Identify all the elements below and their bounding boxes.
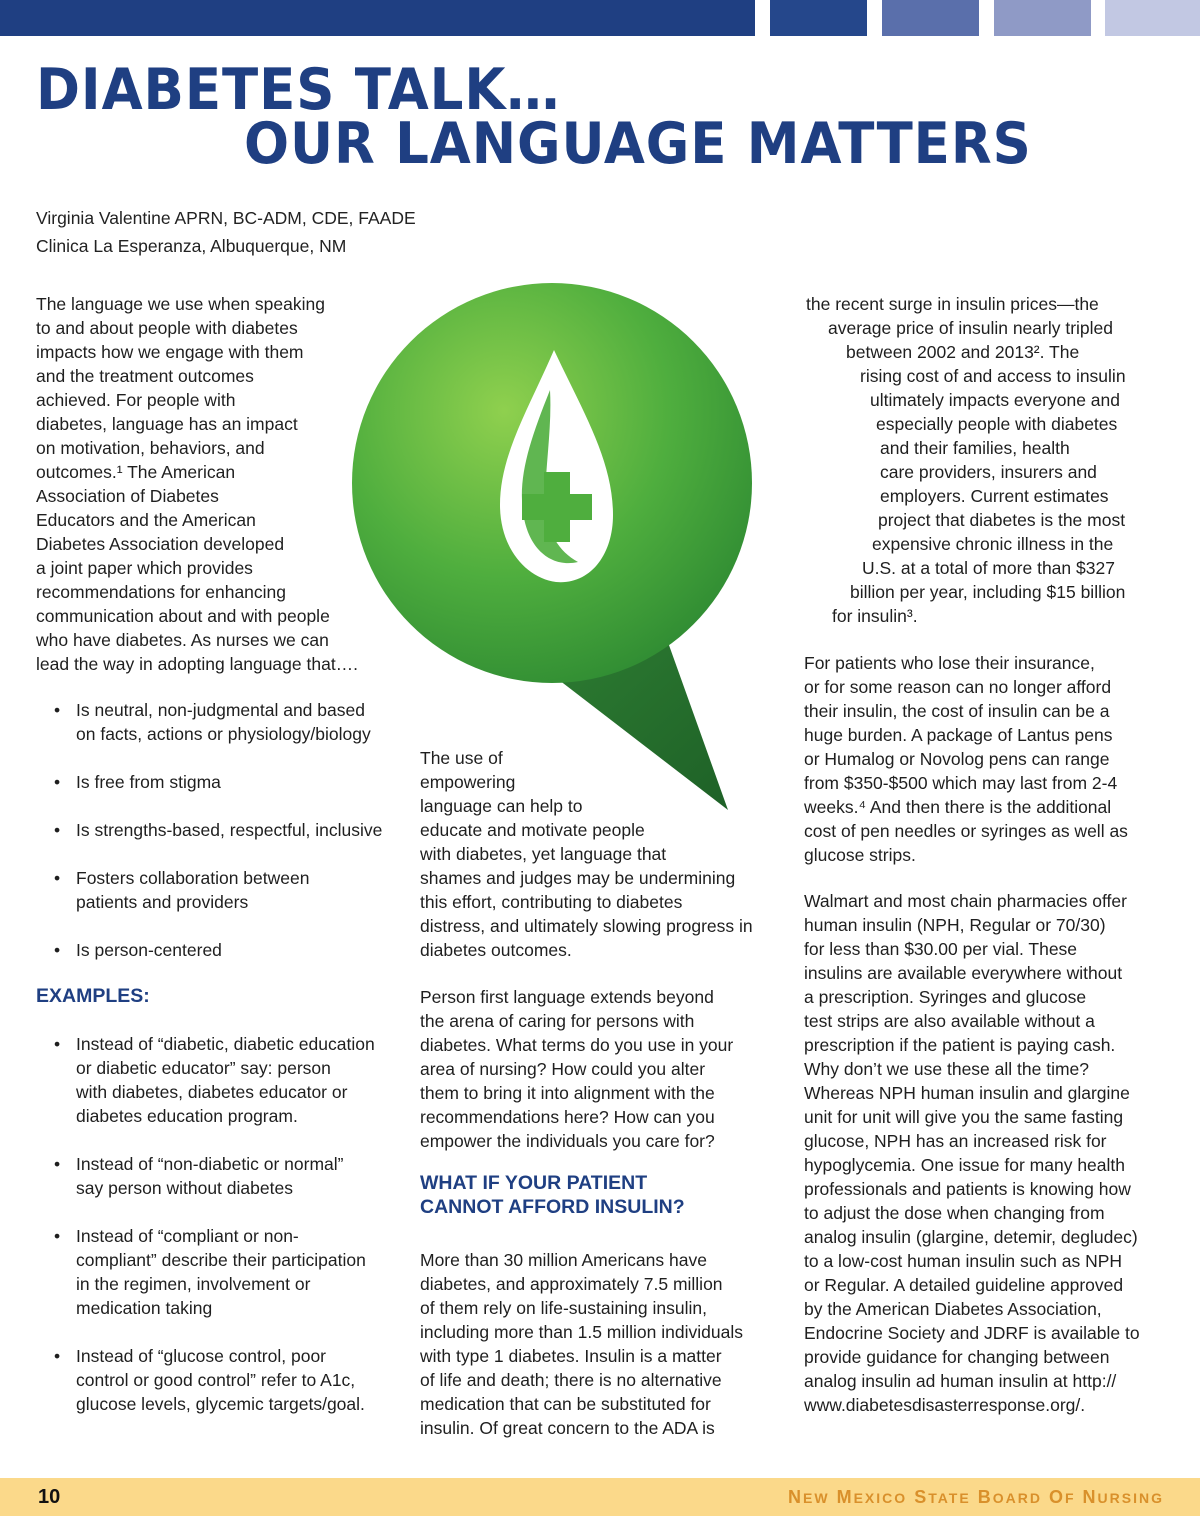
- intro-line: and the treatment outcomes: [36, 366, 254, 386]
- intro-line: outcomes.¹ The American: [36, 462, 236, 482]
- text-line: human insulin (NPH, Regular or 70/30): [804, 915, 1106, 935]
- intro-line: achieved. For people with: [36, 390, 236, 410]
- right-paragraph-3: [804, 889, 1140, 1417]
- header-bar-block-4: [1105, 0, 1200, 36]
- list-item: • Is person-centered: [54, 940, 222, 960]
- text-line: their insulin, the cost of insulin can be a: [804, 701, 1110, 721]
- text-line: educate and motivate people: [420, 820, 645, 840]
- article-title-line-2: OUR LANGUAGE MATTERS: [244, 111, 1032, 177]
- list-item: • Instead of “non-diabetic or normal” say person without diabetes: [54, 1154, 344, 1198]
- text-line: a prescription. Syringes and glucose: [804, 987, 1087, 1007]
- language-bullet-list: [54, 698, 382, 986]
- text-line: unit for unit will give you the same fasting: [804, 1107, 1124, 1127]
- header-bar-main: [0, 0, 755, 36]
- text-line: diabetes, and approximately 7.5 million: [420, 1274, 723, 1294]
- text-line: project that diabetes is the most: [878, 510, 1126, 530]
- author-byline: Virginia Valentine APRN, BC-ADM, CDE, FAADE: [36, 208, 416, 228]
- right-paragraph-1: [0, 292, 1200, 628]
- text-line: insulins are available everywhere without: [804, 963, 1123, 983]
- text-line: professionals and patients is knowing how: [804, 1179, 1131, 1199]
- text-line: hypoglycemia. One issue for many health: [804, 1155, 1125, 1175]
- list-item: • Is free from stigma: [54, 772, 221, 792]
- text-line: the arena of caring for persons with: [420, 1011, 695, 1031]
- text-line: Why don’t we use these all the time?: [804, 1059, 1090, 1079]
- header-bar-block-1: [770, 0, 867, 36]
- text-line: The use of: [420, 748, 503, 768]
- intro-line: to and about people with diabetes: [36, 318, 298, 338]
- text-line: For patients who lose their insurance,: [804, 653, 1095, 673]
- right-paragraph-2: [804, 651, 1128, 867]
- text-line: shames and judges may be undermining: [420, 868, 736, 888]
- text-line: empower the individuals you care for?: [420, 1131, 715, 1151]
- text-line: empowering: [420, 772, 516, 792]
- text-line: average price of insulin nearly tripled: [828, 318, 1114, 338]
- text-line: More than 30 million Americans have: [420, 1250, 707, 1270]
- text-line: area of nursing? How could you alter: [420, 1059, 706, 1079]
- text-line: between 2002 and 2013². The: [846, 342, 1080, 362]
- text-line: to a low-cost human insulin such as NPH: [804, 1251, 1123, 1271]
- examples-heading: EXAMPLES:: [36, 985, 150, 1007]
- text-line: including more than 1.5 million individuals: [420, 1322, 743, 1342]
- text-line: insulin. Of great concern to the ADA is: [420, 1418, 715, 1438]
- list-item: • Instead of “diabetic, diabetic education or diabetic educator” say: person with diabetes, diabetes educator or diabetes education program.: [54, 1034, 375, 1126]
- page-footer: [0, 1478, 1200, 1516]
- text-line: www.diabetesdisasterresponse.org/.: [804, 1395, 1086, 1415]
- text-line: by the American Diabetes Association,: [804, 1299, 1102, 1319]
- article-title-line-1: DIABETES TALK…: [36, 57, 561, 123]
- mid-paragraph-1: [420, 746, 753, 962]
- intro-line: recommendations for enhancing: [36, 582, 287, 602]
- list-item: • Is strengths-based, respectful, inclusive: [54, 820, 383, 840]
- text-line: expensive chronic illness in the: [872, 534, 1114, 554]
- text-line: or Humalog or Novolog pens can range: [804, 749, 1110, 769]
- text-line: weeks.⁴ And then there is the additional: [804, 797, 1112, 817]
- text-line: language can help to: [420, 796, 583, 816]
- text-line: care providers, insurers and: [880, 462, 1097, 482]
- text-line: especially people with diabetes: [876, 414, 1118, 434]
- intro-line: The language we use when speaking: [36, 294, 325, 314]
- text-line: rising cost of and access to insulin: [860, 366, 1126, 386]
- text-line: for less than $30.00 per vial. These: [804, 939, 1078, 959]
- text-line: glucose strips.: [804, 845, 916, 865]
- intro-line: who have diabetes. As nurses we can: [36, 630, 329, 650]
- text-line: provide guidance for changing between: [804, 1347, 1110, 1367]
- text-line: distress, and ultimately slowing progress in: [420, 916, 753, 936]
- text-line: Person first language extends beyond: [420, 987, 714, 1007]
- text-line: them to bring it into alignment with the: [420, 1083, 715, 1103]
- text-line: to adjust the dose when changing from: [804, 1203, 1105, 1223]
- intro-line: Association of Diabetes: [36, 486, 219, 506]
- text-line: diabetes outcomes.: [420, 940, 572, 960]
- list-item: • Fosters collaboration between patients and providers: [54, 868, 310, 912]
- list-item: • Instead of “glucose control, poor control or good control” refer to A1c, glucose levels, glycemic targets/goal.: [54, 1346, 365, 1414]
- text-line: prescription if the patient is paying cash.: [804, 1035, 1116, 1055]
- text-line: Endocrine Society and JDRF is available to: [804, 1323, 1140, 1343]
- text-line: huge burden. A package of Lantus pens: [804, 725, 1113, 745]
- page-number: 10: [38, 1486, 61, 1508]
- text-line: medication that can be substituted for: [420, 1394, 711, 1414]
- text-line: for insulin³.: [832, 606, 918, 626]
- text-line: the recent surge in insulin prices—the: [806, 294, 1099, 314]
- text-line: Walmart and most chain pharmacies offer: [804, 891, 1127, 911]
- text-line: of them rely on life-sustaining insulin,: [420, 1298, 707, 1318]
- intro-line: lead the way in adopting language that….: [36, 654, 359, 674]
- text-line: test strips are also available without a: [804, 1011, 1095, 1031]
- examples-bullet-list: [54, 1032, 375, 1440]
- mid-paragraph-2: [420, 985, 733, 1153]
- header-bar-block-3: [994, 0, 1091, 36]
- list-item: • Is neutral, non-judgmental and based on facts, actions or physiology/biology: [54, 700, 371, 744]
- intro-line: impacts how we engage with them: [36, 342, 304, 362]
- text-line: analog insulin ad human insulin at http://: [804, 1371, 1117, 1391]
- text-line: this effort, contributing to diabetes: [420, 892, 683, 912]
- text-line: recommendations here? How can you: [420, 1107, 715, 1127]
- text-line: with type 1 diabetes. Insulin is a matter: [420, 1346, 722, 1366]
- text-line: U.S. at a total of more than $327: [862, 558, 1115, 578]
- text-line: ultimately impacts everyone and: [870, 390, 1120, 410]
- text-line: analog insulin (glargine, detemir, degludec): [804, 1227, 1138, 1247]
- intro-line: on motivation, behaviors, and: [36, 438, 265, 458]
- author-affiliation: Clinica La Esperanza, Albuquerque, NM: [36, 236, 347, 256]
- intro-line: Educators and the American: [36, 510, 256, 530]
- text-line: cost of pen needles or syringes as well as: [804, 821, 1128, 841]
- mid-paragraph-3: [420, 1248, 743, 1440]
- intro-line: a joint paper which provides: [36, 558, 253, 578]
- text-line: diabetes. What terms do you use in your: [420, 1035, 734, 1055]
- intro-line: Diabetes Association developed: [36, 534, 285, 554]
- text-line: Whereas NPH human insulin and glargine: [804, 1083, 1130, 1103]
- text-line: from $350-$500 which may last from 2-4: [804, 773, 1118, 793]
- publication-name: NEW MEXICO STATE BOARD OF NURSING: [788, 1487, 1164, 1507]
- text-line: with diabetes, yet language that: [420, 844, 667, 864]
- text-line: billion per year, including $15 billion: [850, 582, 1126, 602]
- header-bar-block-2: [882, 0, 979, 36]
- text-line: glucose, NPH has an increased risk for: [804, 1131, 1107, 1151]
- insulin-section-heading: [420, 1171, 685, 1219]
- heading-line: CANNOT AFFORD INSULIN?: [420, 1196, 685, 1218]
- text-line: of life and death; there is no alternative: [420, 1370, 722, 1390]
- text-line: or Regular. A detailed guideline approved: [804, 1275, 1124, 1295]
- list-item: • Instead of “compliant or non- compliant” describe their participation in the regimen, involvement or medication taking: [54, 1226, 366, 1318]
- intro-line: communication about and with people: [36, 606, 330, 626]
- text-line: or for some reason can no longer afford: [804, 677, 1112, 697]
- text-line: employers. Current estimates: [880, 486, 1109, 506]
- intro-line: diabetes, language has an impact: [36, 414, 298, 434]
- heading-line: WHAT IF YOUR PATIENT: [420, 1172, 648, 1194]
- text-line: and their families, health: [880, 438, 1070, 458]
